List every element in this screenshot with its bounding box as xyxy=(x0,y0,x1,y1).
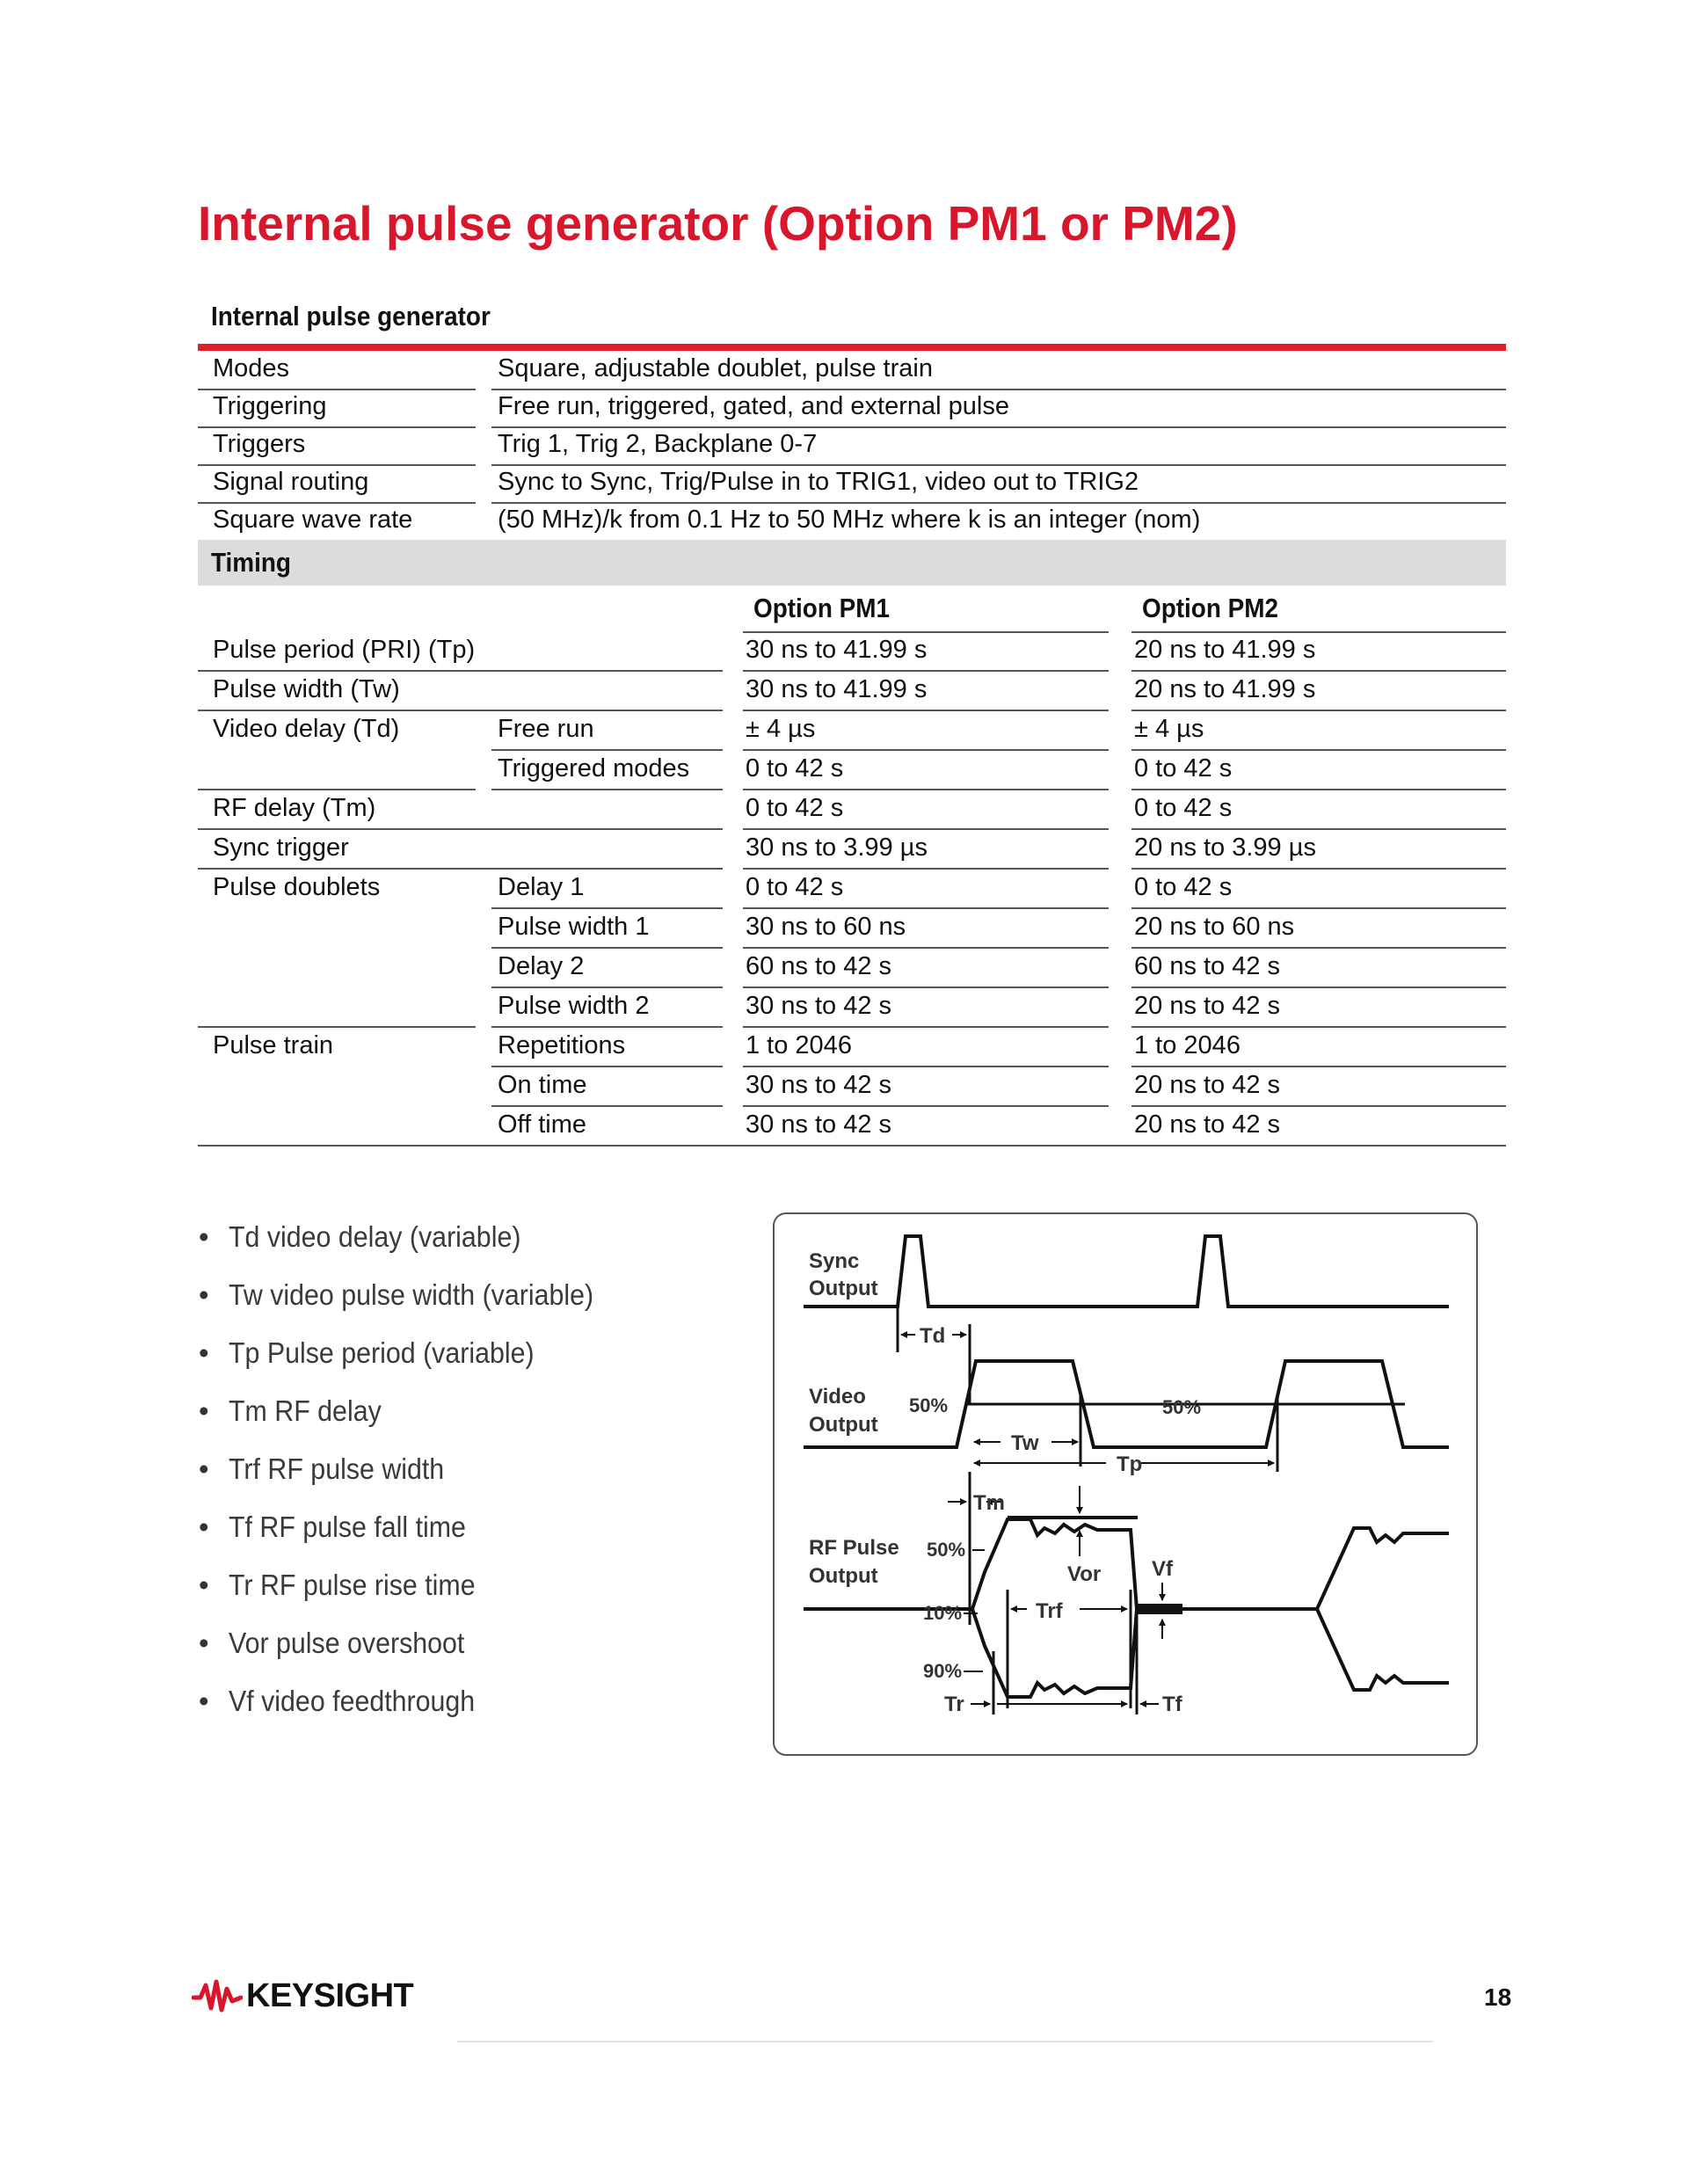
row-divider xyxy=(491,1026,723,1028)
legend-item: • Tr RF pulse rise time xyxy=(199,1569,476,1601)
video-50-left: 50% xyxy=(909,1394,949,1416)
rf-10-label: 10% xyxy=(923,1602,963,1624)
footer-divider xyxy=(457,2041,1433,2042)
header-divider xyxy=(1131,631,1506,633)
row-divider xyxy=(198,502,476,504)
row-divider xyxy=(1131,789,1506,790)
timing-row-sublabel: Delay 2 xyxy=(498,952,585,980)
timing-row-label: Sync trigger xyxy=(213,834,349,862)
timing-pm1-value: 30 ns to 41.99 s xyxy=(746,675,928,703)
row-divider xyxy=(491,464,1506,466)
row-divider xyxy=(491,1105,723,1107)
row-divider xyxy=(491,1066,723,1067)
section-title: Internal pulse generator xyxy=(211,301,491,331)
diagram-frame xyxy=(774,1213,1477,1755)
row-divider xyxy=(198,670,723,672)
timing-pm2-value: 0 to 42 s xyxy=(1134,794,1233,822)
row-divider xyxy=(743,710,1109,711)
general-label: Triggers xyxy=(213,430,306,458)
timing-row-label: Pulse period (PRI) (Tp) xyxy=(213,636,476,664)
timing-pm2-value: 60 ns to 42 s xyxy=(1134,952,1281,980)
general-label: Triggering xyxy=(213,392,327,420)
timing-row-label: Pulse doublets xyxy=(213,873,381,901)
timing-pm2-value: 20 ns to 3.99 µs xyxy=(1134,834,1316,862)
row-divider xyxy=(743,749,1109,751)
vf-label: Vf xyxy=(1152,1557,1173,1581)
timing-band xyxy=(198,540,1506,586)
row-divider xyxy=(743,868,1109,870)
row-divider xyxy=(743,907,1109,909)
sync-label: Sync xyxy=(809,1249,860,1273)
row-divider xyxy=(1131,670,1506,672)
timing-row-sublabel: Pulse width 2 xyxy=(498,992,650,1020)
timing-pm1-value: 30 ns to 3.99 µs xyxy=(746,834,928,862)
general-value: Trig 1, Trig 2, Backplane 0-7 xyxy=(498,430,818,458)
row-divider xyxy=(1131,947,1506,949)
column-header-pm2: Option PM2 xyxy=(1142,593,1278,623)
row-divider xyxy=(198,828,723,830)
rf-envelope-second-top xyxy=(1137,1528,1449,1609)
timing-pm1-value: 1 to 2046 xyxy=(746,1031,852,1059)
section-red-rule xyxy=(198,344,1506,351)
timing-pm1-value: 30 ns to 42 s xyxy=(746,1071,892,1099)
timing-row-sublabel: Triggered modes xyxy=(498,754,690,783)
video-50-right: 50% xyxy=(1162,1396,1202,1418)
tp-label: Tp xyxy=(1117,1452,1143,1476)
timing-pm1-value: 30 ns to 60 ns xyxy=(746,913,906,941)
timing-row-sublabel: Off time xyxy=(498,1110,586,1139)
legend-item: • Tm RF delay xyxy=(199,1394,382,1427)
sync-waveform xyxy=(804,1236,1449,1307)
timing-pm2-value: 20 ns to 60 ns xyxy=(1134,913,1295,941)
timing-pm2-value: ± 4 µs xyxy=(1134,715,1204,743)
row-divider xyxy=(491,502,1506,504)
timing-row-sublabel: Free run xyxy=(498,715,594,743)
keysight-wave-icon xyxy=(192,1977,243,2015)
row-divider xyxy=(1131,710,1506,711)
row-divider xyxy=(1131,1105,1506,1107)
tw-label: Tw xyxy=(1011,1431,1039,1455)
row-divider xyxy=(743,789,1109,790)
legend-item: • Td video delay (variable) xyxy=(199,1220,521,1253)
timing-heading: Timing xyxy=(211,547,291,578)
general-label: Modes xyxy=(213,354,290,382)
column-header-pm1: Option PM1 xyxy=(753,593,890,623)
legend-item: • Trf RF pulse width xyxy=(199,1452,445,1485)
row-divider xyxy=(1131,828,1506,830)
general-label: Signal routing xyxy=(213,468,369,496)
row-divider xyxy=(198,868,723,870)
timing-row-sublabel: Delay 1 xyxy=(498,873,585,901)
timing-pm2-value: 20 ns to 42 s xyxy=(1134,1071,1281,1099)
row-divider xyxy=(491,907,723,909)
table-bottom-rule xyxy=(198,1145,1506,1147)
general-value: Free run, triggered, gated, and external pulse xyxy=(498,392,1009,420)
row-divider xyxy=(198,789,476,790)
tf-label: Tf xyxy=(1162,1693,1182,1716)
timing-pm1-value: 0 to 42 s xyxy=(746,754,844,783)
timing-pm2-value: 1 to 2046 xyxy=(1134,1031,1241,1059)
tr-label: Tr xyxy=(944,1693,964,1716)
timing-pm1-value: 30 ns to 42 s xyxy=(746,992,892,1020)
td-label: Td xyxy=(920,1324,946,1348)
row-divider xyxy=(491,947,723,949)
general-value: Sync to Sync, Trig/Pulse in to TRIG1, video out to TRIG2 xyxy=(498,468,1139,496)
row-divider xyxy=(491,389,1506,390)
timing-row-label: Video delay (Td) xyxy=(213,715,400,743)
vor-label: Vor xyxy=(1067,1562,1102,1586)
row-divider xyxy=(198,464,476,466)
general-value: (50 MHz)/k from 0.1 Hz to 50 MHz where k is an integer (nom) xyxy=(498,506,1201,534)
video-label: Output xyxy=(809,1413,878,1437)
vf-feedthrough xyxy=(1137,1604,1182,1614)
logo-wordmark: KEYSIGHT xyxy=(246,1977,414,2014)
timing-pm2-value: 20 ns to 41.99 s xyxy=(1134,636,1316,664)
row-divider xyxy=(743,986,1109,988)
rf-50-label: 50% xyxy=(927,1539,966,1561)
page-title: Internal pulse generator (Option PM1 or PM2) xyxy=(198,196,1238,251)
general-label: Square wave rate xyxy=(213,506,413,534)
row-divider xyxy=(491,426,1506,428)
row-divider xyxy=(491,986,723,988)
row-divider xyxy=(1131,986,1506,988)
page-number: 18 xyxy=(1484,1984,1512,2011)
timing-pm1-value: 0 to 42 s xyxy=(746,794,844,822)
row-divider xyxy=(491,789,723,790)
rf-envelope-second-bottom xyxy=(1317,1609,1449,1690)
row-divider xyxy=(743,1026,1109,1028)
row-divider xyxy=(743,947,1109,949)
trf-label: Trf xyxy=(1036,1599,1063,1623)
legend-item: • Vor pulse overshoot xyxy=(199,1627,465,1659)
timing-pm1-value: 30 ns to 41.99 s xyxy=(746,636,928,664)
row-divider xyxy=(491,749,723,751)
rf-90-label: 90% xyxy=(923,1660,963,1682)
timing-pm2-value: 0 to 42 s xyxy=(1134,873,1233,901)
timing-row-label: RF delay (Tm) xyxy=(213,794,376,822)
timing-row-label: Pulse train xyxy=(213,1031,334,1059)
tm-label: Tm xyxy=(973,1491,1005,1515)
row-divider xyxy=(1131,907,1506,909)
timing-pm2-value: 20 ns to 41.99 s xyxy=(1134,675,1316,703)
row-divider xyxy=(743,1066,1109,1067)
timing-pm1-value: 30 ns to 42 s xyxy=(746,1110,892,1139)
timing-row-label: Pulse width (Tw) xyxy=(213,675,400,703)
timing-pm1-value: 0 to 42 s xyxy=(746,873,844,901)
keysight-logo xyxy=(192,1975,413,2017)
rf-label: RF Pulse xyxy=(809,1536,899,1560)
legend-item: • Vf video feedthrough xyxy=(199,1685,476,1717)
timing-row-sublabel: Pulse width 1 xyxy=(498,913,650,941)
video-label: Video xyxy=(809,1385,866,1409)
row-divider xyxy=(743,828,1109,830)
timing-pm1-value: ± 4 µs xyxy=(746,715,816,743)
row-divider xyxy=(743,1105,1109,1107)
pulse-timing-diagram xyxy=(772,1212,1479,1757)
timing-pm2-value: 20 ns to 42 s xyxy=(1134,992,1281,1020)
sync-label: Output xyxy=(809,1277,878,1300)
row-divider xyxy=(1131,1026,1506,1028)
row-divider xyxy=(198,426,476,428)
legend-list xyxy=(199,1220,625,1743)
general-value: Square, adjustable doublet, pulse train xyxy=(498,354,933,382)
row-divider xyxy=(198,710,723,711)
rf-label: Output xyxy=(809,1564,878,1588)
row-divider xyxy=(1131,868,1506,870)
header-divider xyxy=(743,631,1109,633)
timing-pm1-value: 60 ns to 42 s xyxy=(746,952,892,980)
legend-item: • Tw video pulse width (variable) xyxy=(199,1278,594,1311)
timing-row-sublabel: Repetitions xyxy=(498,1031,626,1059)
timing-pm2-value: 0 to 42 s xyxy=(1134,754,1233,783)
row-divider xyxy=(1131,1066,1506,1067)
legend-item: • Tf RF pulse fall time xyxy=(199,1511,466,1543)
row-divider xyxy=(198,389,476,390)
row-divider xyxy=(198,1026,476,1028)
timing-pm2-value: 20 ns to 42 s xyxy=(1134,1110,1281,1139)
timing-row-sublabel: On time xyxy=(498,1071,587,1099)
legend-item: • Tp Pulse period (variable) xyxy=(199,1336,535,1369)
row-divider xyxy=(1131,749,1506,751)
row-divider xyxy=(743,670,1109,672)
